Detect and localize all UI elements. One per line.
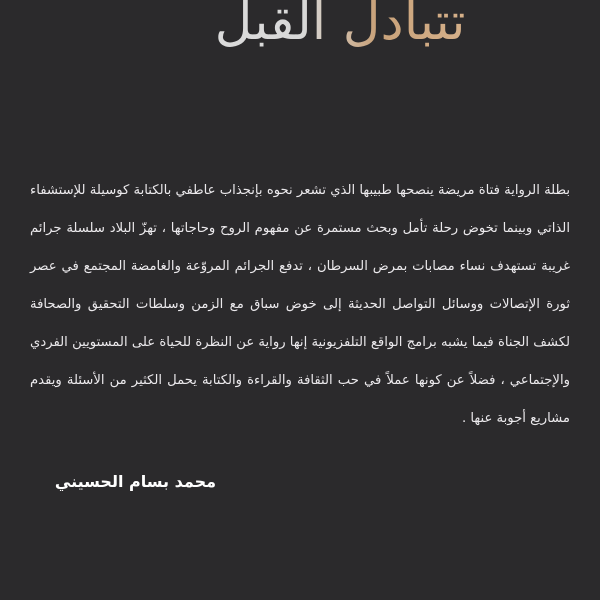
author-name: محمد بسام الحسيني bbox=[54, 472, 216, 491]
blurb-text-block bbox=[30, 172, 570, 438]
blurb-paragraph: بطلة الرواية فتاة مريضة ينصحها طبيبها الذي تشعر نحوه بإنجذاب عاطفي بالكتابة كوسيلة للإستشفاء الذاتي وبينما تخوض رحلة تأمل وبحث مستمرة عن مفهوم الروح وحاجاتها ، تهزّ البلاد سلسلة جرائم غريبة تستهدف نساء مصابات بمرض السرطان ، تدفع الجرائم المروّعة والغامضة المجتمع في عصر ثورة الإتصالات ووسائل التواصل الحديثة إلى خوض سباق مع الزمن وسلطات التحقيق والصحافة لكشف الجناة فيما يشبه برامج الواقع التلفزيونية إنها رواية عن النظرة للحياة على المستويين الفردي والإجتماعي ، فضلاً عن كونها عملاً في حب الثقافة والقراءة والكتابة يحمل الكثير من الأسئلة ويقدم مشاريع أجوبة عنها . bbox=[30, 183, 570, 426]
book-title: تتبادل القبل bbox=[190, 0, 490, 66]
